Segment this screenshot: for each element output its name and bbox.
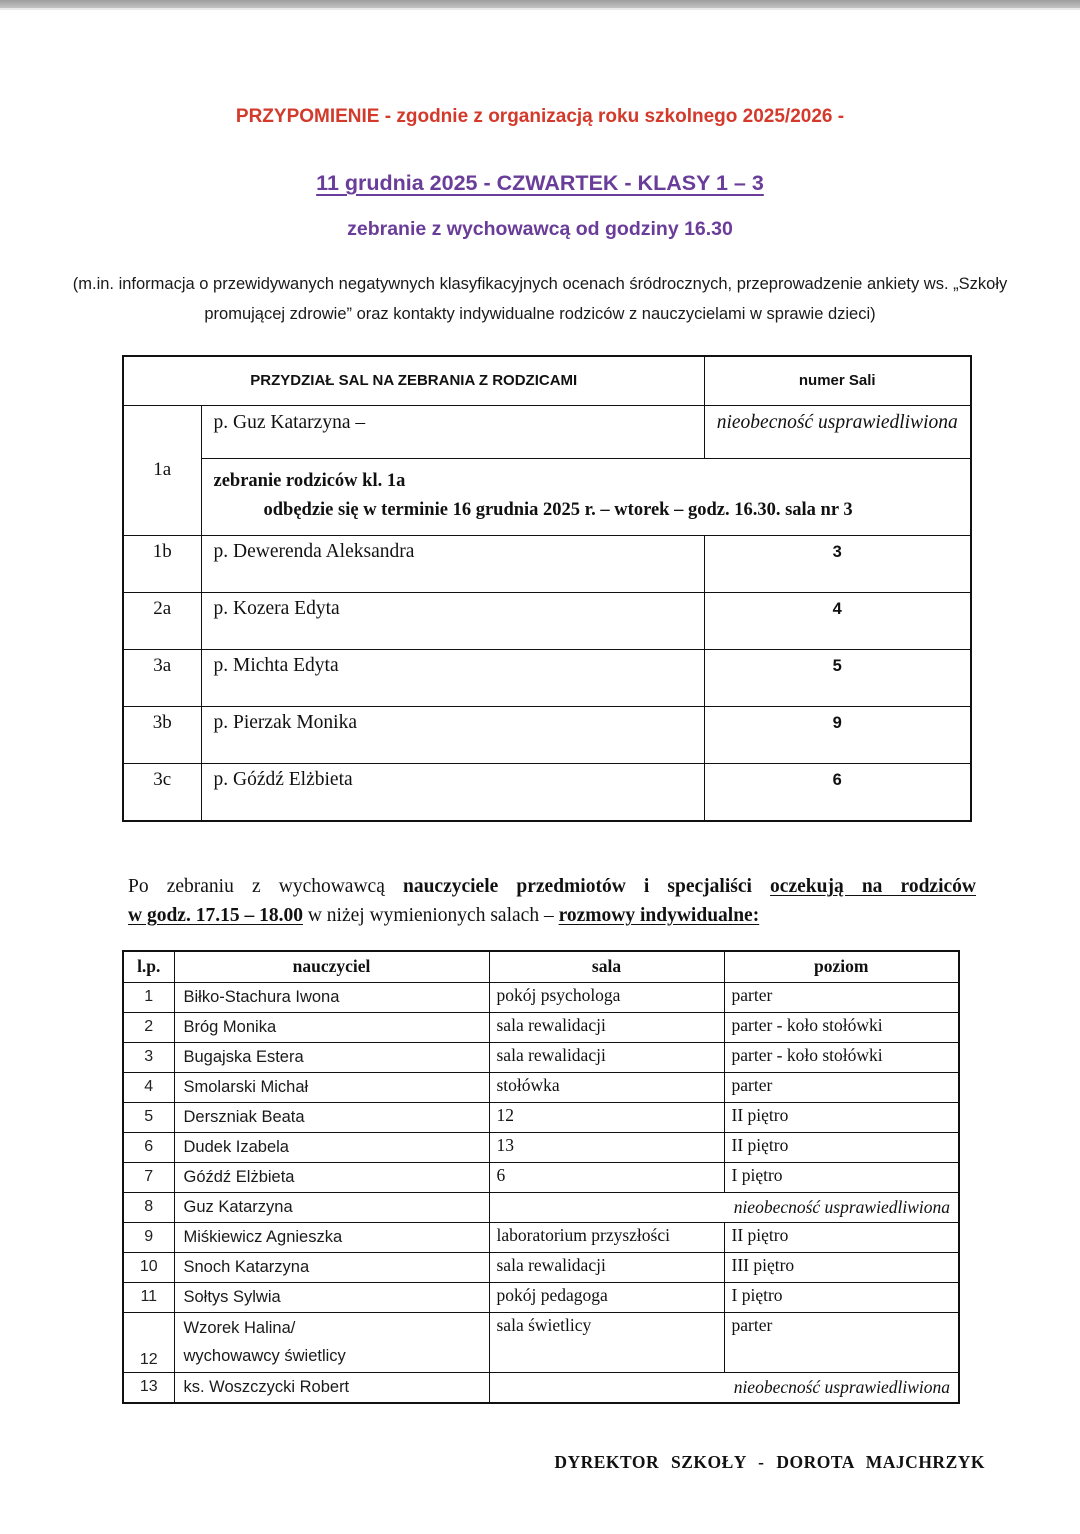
row-number: 5	[123, 1102, 174, 1132]
teachers-rooms-table	[122, 950, 960, 1404]
teacher-name-line-2: wychowawcy świetlicy	[183, 1346, 346, 1365]
intro-paragraph: (m.in. informacja o przewidywanych negatywnych klasyfikacyjnych ocenach śródrocznych, przeprowadzenie ankiety ws. „Szkoły promującej zdrowie” oraz kontakty indywidualne rodziców z nauczycielami w sprawie dzieci)	[72, 274, 1008, 323]
table-row	[123, 1222, 959, 1252]
row-number: 2	[123, 1012, 174, 1042]
text-regular: Po zebraniu z wychowawcą	[128, 875, 403, 897]
table1-title: PRZYDZIAŁ SAL NA ZEBRANIA Z RODZICAMI	[123, 356, 704, 406]
director-signature: DYREKTOR SZKOŁY - DOROTA MAJCHRZYK	[554, 1451, 985, 1472]
row-number: 9	[123, 1222, 174, 1252]
row-number: 13	[123, 1372, 174, 1403]
table-row	[123, 1312, 959, 1372]
header-lp: l.p.	[123, 951, 174, 983]
row-number: 7	[123, 1162, 174, 1192]
room-cell: pokój psychologa	[489, 982, 724, 1012]
teacher-name: Snoch Katarzyna	[174, 1252, 489, 1282]
text-regular: w niżej wymienionych salach –	[302, 904, 559, 926]
table-row	[123, 1372, 959, 1403]
floor-cell: parter	[724, 982, 959, 1012]
row-number: 10	[123, 1252, 174, 1282]
absence-note: nieobecność usprawiedliwiona	[489, 1372, 959, 1403]
table-row	[123, 535, 971, 592]
table-row	[123, 1162, 959, 1192]
room-cell: pokój pedagoga	[489, 1282, 724, 1312]
teacher-name	[174, 1312, 489, 1372]
table-row	[123, 1072, 959, 1102]
teacher-name: p. Kozera Edyta	[201, 592, 704, 649]
room-number: 9	[704, 706, 971, 763]
individual-talks-paragraph	[128, 872, 976, 930]
floor-cell: I piętro	[724, 1162, 959, 1192]
class-label: 2a	[123, 592, 201, 649]
row-number: 11	[123, 1282, 174, 1312]
row-number: 4	[123, 1072, 174, 1102]
room-number: 4	[704, 592, 971, 649]
row-number: 3	[123, 1042, 174, 1072]
teacher-name: Miśkiewicz Agnieszka	[174, 1222, 489, 1252]
floor-cell: II piętro	[724, 1132, 959, 1162]
table-header-row	[123, 356, 971, 406]
note-line-1: zebranie rodziców kl. 1a	[213, 470, 406, 491]
teacher-name: ks. Woszczycki Robert	[174, 1372, 489, 1403]
paragraph-line-2	[128, 901, 976, 930]
teacher-name: Smolarski Michał	[174, 1072, 489, 1102]
teacher-name: p. Pierzak Monika	[201, 706, 704, 763]
room-cell: 12	[489, 1102, 724, 1132]
floor-cell: II piętro	[724, 1222, 959, 1252]
table-row	[123, 1132, 959, 1162]
teacher-name: Bróg Monika	[174, 1012, 489, 1042]
table-row	[123, 649, 971, 706]
room-cell: laboratorium przyszłości	[489, 1222, 724, 1252]
text-bold-underline: w godz. 17.15 – 18.00	[128, 904, 303, 926]
heading-meeting-time: zebranie z wychowawcą od godziny 16.30	[347, 217, 733, 240]
room-cell: sala rewalidacji	[489, 1042, 724, 1072]
class-label: 1a	[123, 405, 201, 535]
room-cell: 6	[489, 1162, 724, 1192]
floor-cell: parter	[724, 1312, 959, 1372]
absence-note: nieobecność usprawiedliwiona	[489, 1192, 959, 1222]
room-cell: sala rewalidacji	[489, 1012, 724, 1042]
table-header-row	[123, 951, 959, 983]
table-row	[123, 706, 971, 763]
class-label: 3a	[123, 649, 201, 706]
room-cell: 13	[489, 1132, 724, 1162]
floor-cell: I piętro	[724, 1282, 959, 1312]
class-label: 3b	[123, 706, 201, 763]
teacher-name: p. Michta Edyta	[201, 649, 704, 706]
table-row	[123, 592, 971, 649]
room-cell: sala świetlicy	[489, 1312, 724, 1372]
floor-cell: III piętro	[724, 1252, 959, 1282]
row-number: 6	[123, 1132, 174, 1162]
room-assignment-table	[122, 355, 972, 822]
teacher-name: p. Góźdź Elżbieta	[201, 763, 704, 821]
floor-cell: parter - koło stołówki	[724, 1012, 959, 1042]
table-row	[123, 1192, 959, 1222]
room-cell: sala rewalidacji	[489, 1252, 724, 1282]
reschedule-note	[201, 458, 971, 535]
teacher-name-line-1: Wzorek Halina/	[183, 1318, 296, 1337]
header-teacher: nauczyciel	[174, 951, 489, 983]
table-row-1a-note	[123, 458, 971, 535]
note-line-2: odbędzie się w terminie 16 grudnia 2025 r. – wtorek – godz. 16.30. sala nr 3	[263, 499, 853, 520]
text-bold-underline: rozmowy indywidualne:	[558, 904, 760, 926]
row-number: 1	[123, 982, 174, 1012]
teacher-name: Dudek Izabela	[174, 1132, 489, 1162]
room-number: 3	[704, 535, 971, 592]
table-row-1a	[123, 405, 971, 458]
table-row	[123, 1102, 959, 1132]
teacher-name: p. Dewerenda Aleksandra	[201, 535, 704, 592]
teacher-name: Góźdź Elżbieta	[174, 1162, 489, 1192]
floor-cell: parter	[724, 1072, 959, 1102]
text-bold: nauczyciele przedmiotów i specjaliści	[402, 875, 771, 897]
floor-cell: II piętro	[724, 1102, 959, 1132]
room-cell: stołówka	[489, 1072, 724, 1102]
paragraph-line-1	[128, 872, 976, 901]
room-number: 5	[704, 649, 971, 706]
table-row	[123, 1012, 959, 1042]
floor-cell: parter - koło stołówki	[724, 1042, 959, 1072]
header-floor: poziom	[724, 951, 959, 983]
teacher-name: Guz Katarzyna	[174, 1192, 489, 1222]
teacher-name: Biłko-Stachura Iwona	[174, 982, 489, 1012]
heading-date: 11 grudnia 2025 - CZWARTEK - KLASY 1 – 3	[316, 170, 764, 195]
header-room: sala	[489, 951, 724, 983]
class-label: 3c	[123, 763, 201, 821]
row-number: 12	[123, 1312, 174, 1372]
absence-note: nieobecność usprawiedliwiona	[704, 405, 971, 458]
table-row	[123, 1282, 959, 1312]
viewer-top-bar	[0, 0, 1080, 10]
table-row	[123, 982, 959, 1012]
teacher-name: p. Guz Katarzyna –	[201, 405, 704, 458]
room-number: 6	[704, 763, 971, 821]
row-number: 8	[123, 1192, 174, 1222]
teacher-name: Bugajska Estera	[174, 1042, 489, 1072]
document-page	[0, 106, 1080, 1473]
table1-room-header: numer Sali	[704, 356, 971, 406]
table-row	[123, 1252, 959, 1282]
class-label: 1b	[123, 535, 201, 592]
teacher-name: Sołtys Sylwia	[174, 1282, 489, 1312]
table-row	[123, 763, 971, 821]
text-bold-underline: oczekują na rodziców	[770, 875, 976, 897]
teacher-name: Derszniak Beata	[174, 1102, 489, 1132]
heading-reminder: PRZYPOMIENIE - zgodnie z organizacją roku szkolnego 2025/2026 -	[235, 106, 845, 127]
table-row	[123, 1042, 959, 1072]
